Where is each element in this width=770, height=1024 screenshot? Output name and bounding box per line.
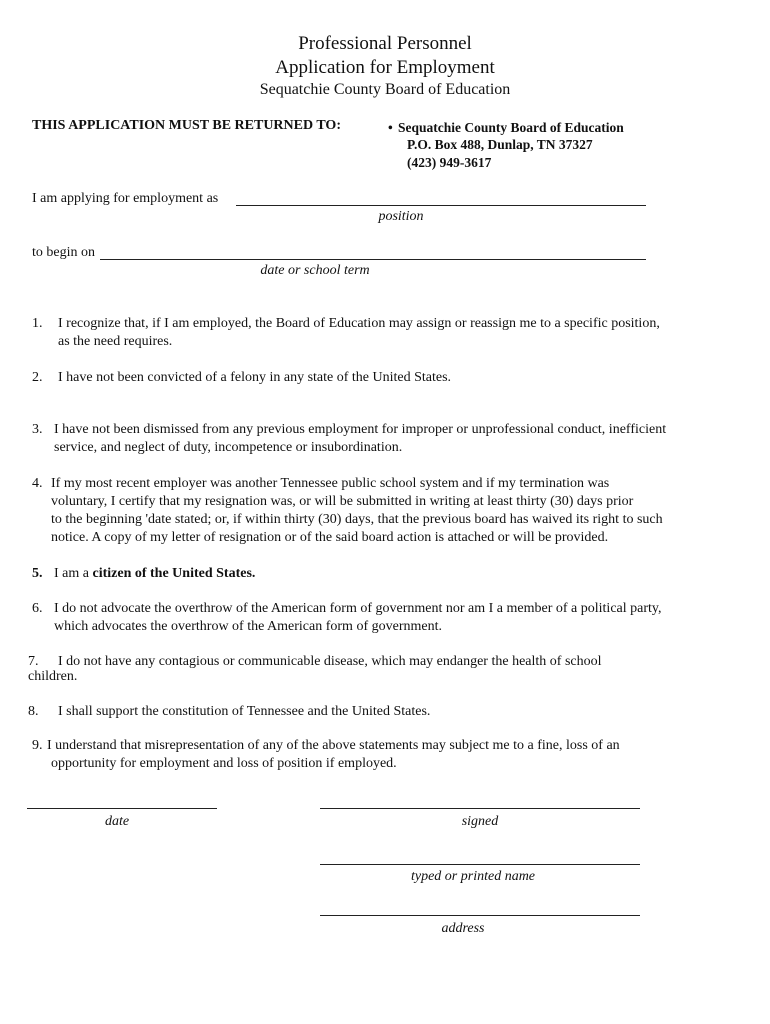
statement-4-line-4: notice. A copy of my letter of resignation or of the said board action is attached or will be provided. [51, 530, 609, 545]
statement-1-line-1: I recognize that, if I am employed, the Board of Education may assign or reassign me to a specific position, [58, 316, 660, 331]
statement-4-line-3: to the beginning 'date stated; or, if within thirty (30) days, that the previous board has waived its right to such [51, 512, 663, 527]
statement-8-number: 8. [28, 704, 39, 719]
statement-7-number: 7. [28, 654, 39, 669]
address-caption: address [441, 921, 485, 936]
statement-5-text [54, 565, 255, 583]
statement-1-number: 1. [32, 316, 43, 331]
statement-7-line-1: I do not have any contagious or communicable disease, which may endanger the health of school [58, 654, 602, 669]
start-date-field[interactable] [100, 259, 646, 260]
statement-4-line-1: If my most recent employer was another Tennessee public school system and if my termination was [51, 476, 610, 491]
statement-5-number: 5. [32, 566, 43, 581]
position-caption: position [378, 209, 424, 224]
statement-1-line-2: as the need requires. [58, 334, 173, 349]
statement-9-number: 9. [32, 738, 43, 753]
position-field[interactable] [236, 205, 646, 206]
bullet-icon: • [388, 120, 393, 135]
statement-2-number: 2. [32, 370, 43, 385]
statement-3-line-1: I have not been dismissed from any previous employment for improper or unprofessional conduct, inefficient [54, 422, 667, 437]
statement-4-line-2: voluntary, I certify that my resignation was, or will be submitted in writing at least thirty (30) days prior [51, 494, 634, 509]
statement-5-bold: citizen of the United States. [92, 566, 256, 581]
statement-5-prefix: I am a [54, 566, 93, 581]
statement-6-line-1: I do not advocate the overthrow of the American form of government nor am I a member of a political party, [54, 601, 662, 616]
address-field[interactable] [320, 915, 640, 916]
subtitle: Sequatchie County Board of Education [259, 81, 511, 98]
statement-8-line-1: I shall support the constitution of Tennessee and the United States. [58, 704, 431, 719]
statement-3-number: 3. [32, 422, 43, 437]
statement-7-line-2: children. [28, 669, 78, 684]
statement-4-number: 4. [32, 476, 43, 491]
signed-field[interactable] [320, 808, 640, 809]
date-caption: date [104, 814, 130, 829]
statement-9-line-2: opportunity for employment and loss of position if employed. [51, 756, 397, 771]
title-line-2: Application for Employment [275, 57, 495, 78]
printed-name-field[interactable] [320, 864, 640, 865]
return-phone: (423) 949-3617 [407, 155, 492, 170]
applying-label: I am applying for employment as [32, 191, 219, 206]
statement-2-line-1: I have not been convicted of a felony in any state of the United States. [58, 370, 452, 385]
return-to-label: THIS APPLICATION MUST BE RETURNED TO: [32, 118, 341, 133]
return-address-line-1: Sequatchie County Board of Education [398, 120, 624, 135]
statement-6-line-2: which advocates the overthrow of the American form of government. [54, 619, 442, 634]
statement-3-line-2: service, and neglect of duty, incompetence or insubordination. [54, 440, 403, 455]
return-address-line-2: P.O. Box 488, Dunlap, TN 37327 [407, 137, 593, 152]
date-signature-field[interactable] [27, 808, 217, 809]
statement-9-line-1: I understand that misrepresentation of any of the above statements may subject me to a fine, loss of an [47, 738, 620, 753]
signed-caption: signed [461, 814, 499, 829]
printed-name-caption: typed or printed name [410, 869, 536, 884]
statement-6-number: 6. [32, 601, 43, 616]
begin-label: to begin on [32, 245, 95, 260]
start-date-caption: date or school term [260, 263, 370, 278]
title-line-1: Professional Personnel [298, 33, 472, 54]
